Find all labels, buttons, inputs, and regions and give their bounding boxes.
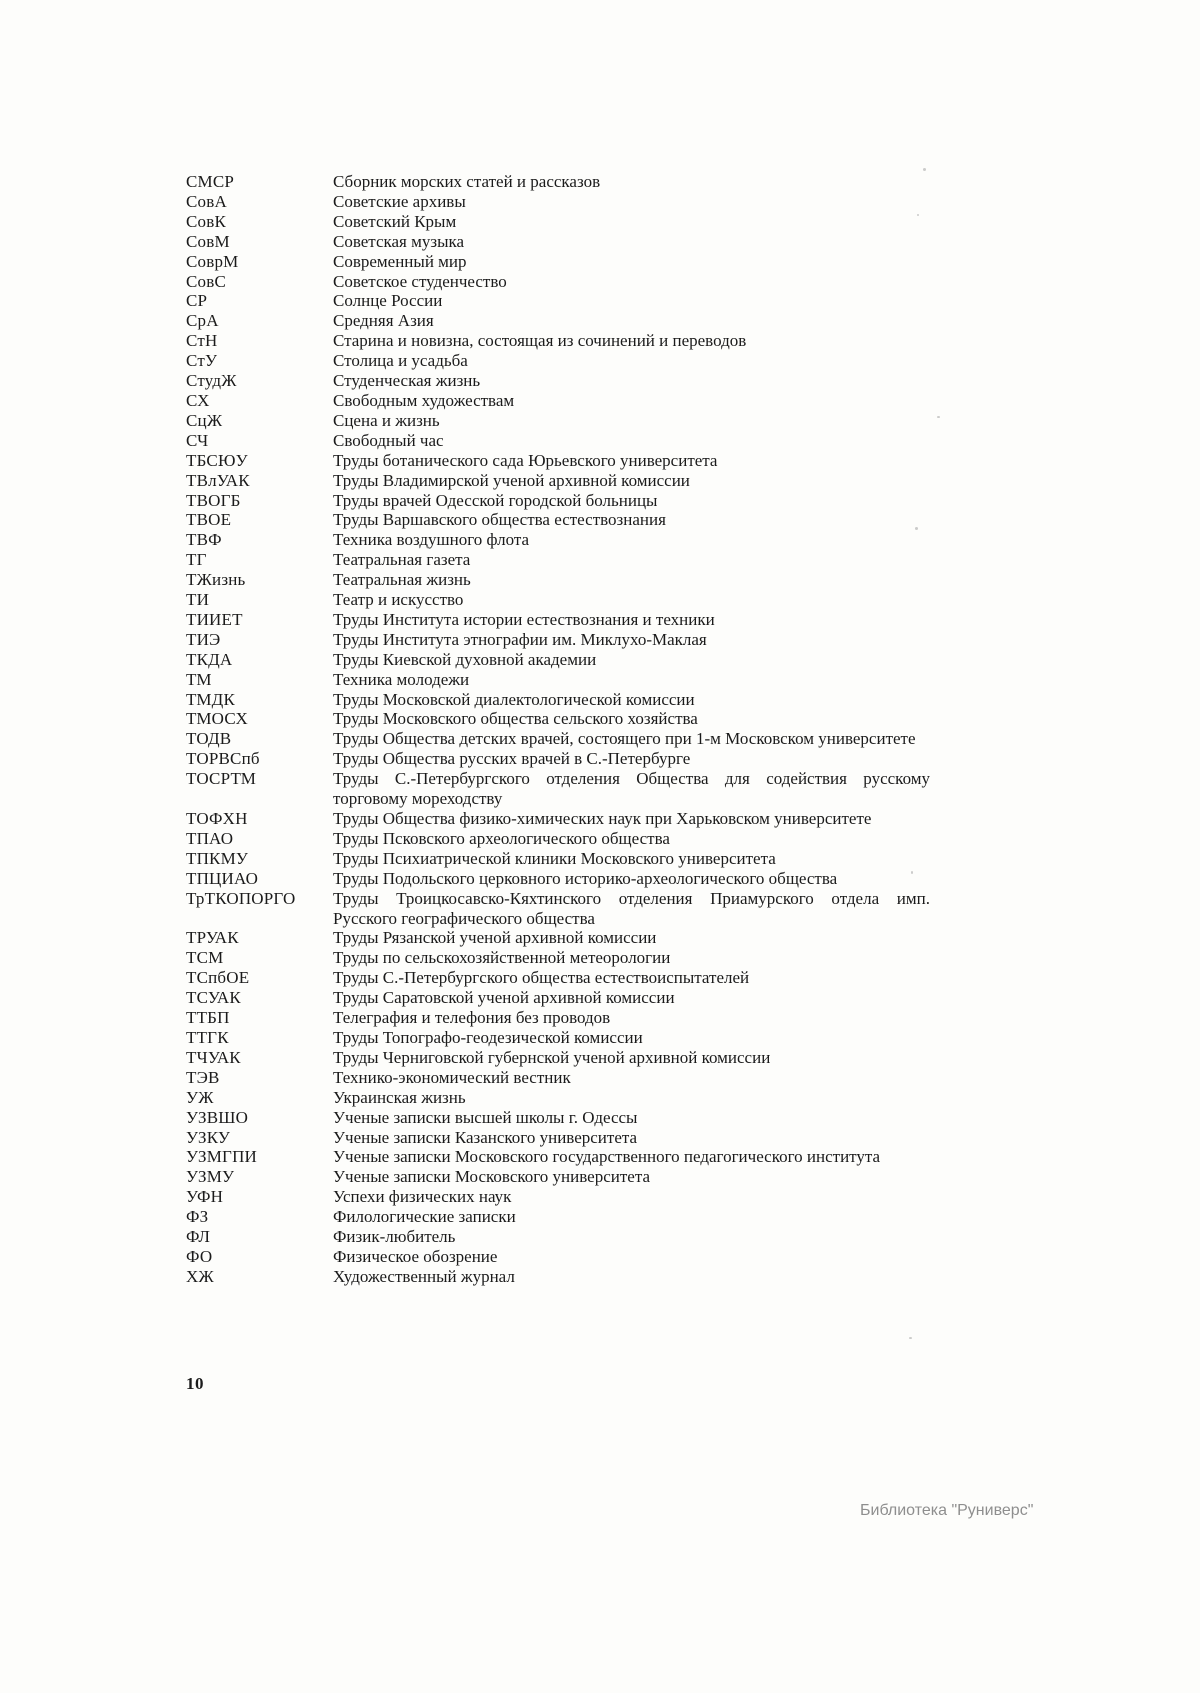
abbreviation: ТПЦИАО <box>186 868 259 888</box>
expansion: Труды Общества физико-химических наук при Харьковском университете <box>333 809 872 828</box>
abbreviation-row <box>186 431 930 451</box>
abbreviation-row <box>186 272 930 292</box>
expansion: Украинская жизнь <box>333 1087 466 1107</box>
abbreviation-row <box>186 471 930 491</box>
abbreviation-row <box>186 948 930 968</box>
expansion: Успехи физических наук <box>333 1187 512 1207</box>
scan-speck <box>923 168 926 171</box>
abbreviation-row <box>186 988 930 1008</box>
expansion: Средняя Азия <box>333 311 434 331</box>
expansion: Труды Института этнографии им. Миклухо-Маклая <box>333 629 707 649</box>
expansion: Труды Черниговской губернской ученой архивной комиссии <box>333 1047 771 1067</box>
abbreviation: ТЭВ <box>186 1067 220 1087</box>
abbreviation-row <box>186 351 930 371</box>
expansion: Солнце России <box>333 291 443 311</box>
abbreviation-row <box>186 391 930 411</box>
scan-speck <box>911 871 913 874</box>
abbreviation-row <box>186 1247 930 1267</box>
abbreviation-row <box>186 809 930 829</box>
abbreviation: ТТБП <box>186 1008 230 1028</box>
abbreviation: УЗКУ <box>186 1127 231 1147</box>
abbreviation: ТКДА <box>186 649 233 669</box>
abbreviation: ТСМ <box>186 948 224 968</box>
abbreviation-row <box>186 849 930 869</box>
expansion: Физическое обозрение <box>333 1246 498 1266</box>
abbreviation: СтН <box>186 331 218 351</box>
abbreviation-row <box>186 670 930 690</box>
abbreviation: ТИИЕТ <box>186 609 243 629</box>
abbreviation: СрА <box>186 311 219 331</box>
abbreviation: СЧ <box>186 430 209 450</box>
expansion: Физик-любитель <box>333 1227 456 1247</box>
abbreviation: ТЖизнь <box>186 570 246 590</box>
scan-speck <box>917 214 919 216</box>
expansion: Сцена и жизнь <box>333 410 440 430</box>
abbreviation: ТОРВСпб <box>186 749 260 769</box>
abbreviation: ТСУАК <box>186 988 241 1008</box>
expansion: Технико-экономический вестник <box>333 1067 571 1087</box>
abbreviation-row <box>186 1207 930 1227</box>
abbreviation: ФЛ <box>186 1227 211 1247</box>
expansion: Свободным художествам <box>333 390 515 410</box>
expansion: Телеграфия и телефония без проводов <box>333 1008 611 1028</box>
abbreviation-row <box>186 650 930 670</box>
expansion: Труды Общества детских врачей, состоящего при 1-м Московском университете <box>333 729 916 749</box>
expansion: Театральная жизнь <box>333 570 471 590</box>
expansion: Труды С.-Петербургского отделения Общества для содействия русскому торговому мореходству <box>333 769 930 809</box>
abbreviation-row <box>186 311 930 331</box>
abbreviation-row <box>186 1167 930 1187</box>
expansion: Труды Московского общества сельского хозяйства <box>333 709 698 729</box>
abbreviation-row <box>186 968 930 988</box>
expansion: Труды Псковского археологического общества <box>333 828 670 848</box>
abbreviation-list <box>186 172 930 1287</box>
expansion: Труды С.-Петербургского общества естествоиспытателей <box>333 968 750 988</box>
abbreviation: ТВФ <box>186 530 222 550</box>
scan-speck <box>915 527 918 530</box>
abbreviation-row <box>186 1128 930 1148</box>
abbreviation: СтудЖ <box>186 371 237 391</box>
scan-speck <box>937 416 940 418</box>
abbreviation: ФО <box>186 1246 213 1266</box>
scan-speck <box>909 1337 912 1339</box>
abbreviation: ТПАО <box>186 828 234 848</box>
expansion: Труды Троицкосавско-Кяхтинского отделения Приамурского отдела имп. Русского географического общества <box>333 888 930 928</box>
expansion: Труды Подольского церковного историко-археологического общества <box>333 868 838 888</box>
abbreviation: ТОСРТМ <box>186 769 257 789</box>
expansion: Театральная газета <box>333 550 471 570</box>
abbreviation-row <box>186 172 930 192</box>
abbreviation: СХ <box>186 390 210 410</box>
abbreviation: ТПКМУ <box>186 848 249 868</box>
abbreviation-row <box>186 1187 930 1207</box>
abbreviation: ТМДК <box>186 689 236 709</box>
abbreviation-row <box>186 630 930 650</box>
abbreviation-row <box>186 491 930 511</box>
abbreviation: СовС <box>186 271 227 291</box>
abbreviation: ТГ <box>186 550 207 570</box>
expansion: Труды Института истории естествознания и техники <box>333 609 715 629</box>
expansion: Сборник морских статей и рассказов <box>333 172 601 191</box>
abbreviation: ТрТКОПОРГО <box>186 888 296 908</box>
abbreviation: ТИЭ <box>186 629 221 649</box>
abbreviation-row <box>186 212 930 232</box>
abbreviation-row <box>186 331 930 351</box>
abbreviation-row <box>186 570 930 590</box>
abbreviation: УЗВШО <box>186 1107 249 1127</box>
abbreviation-row <box>186 411 930 431</box>
abbreviation-row <box>186 510 930 530</box>
abbreviation-row <box>186 1048 930 1068</box>
abbreviation: УЖ <box>186 1087 214 1107</box>
expansion: Ученые записки высшей школы г. Одессы <box>333 1107 638 1127</box>
library-watermark: Библиотека "Руниверс" <box>860 1502 1034 1519</box>
abbreviation-row <box>186 550 930 570</box>
abbreviation-row <box>186 1088 930 1108</box>
page-number: 10 <box>186 1374 204 1393</box>
abbreviation: СтУ <box>186 351 218 371</box>
expansion: Советские архивы <box>333 191 466 211</box>
abbreviation: ТОФХН <box>186 809 248 828</box>
abbreviation: СР <box>186 291 208 311</box>
abbreviation: ТОДВ <box>186 729 232 749</box>
expansion: Свободный час <box>333 430 444 450</box>
expansion: Студенческая жизнь <box>333 371 481 391</box>
abbreviation: ТТГК <box>186 1027 229 1047</box>
expansion: Советская музыка <box>333 231 465 251</box>
expansion: Советский Крым <box>333 211 457 231</box>
abbreviation: ТВОГБ <box>186 490 241 510</box>
abbreviation-row <box>186 889 930 929</box>
abbreviation: ФЗ <box>186 1207 209 1227</box>
expansion: Труды Владимирской ученой архивной комиссии <box>333 470 690 490</box>
abbreviation-row <box>186 1227 930 1247</box>
abbreviation-row <box>186 590 930 610</box>
abbreviation-row <box>186 252 930 272</box>
expansion: Ученые записки Московского государственного педагогического института <box>333 1147 881 1167</box>
abbreviation-row <box>186 530 930 550</box>
expansion: Советское студенчество <box>333 271 507 291</box>
abbreviation: СовА <box>186 191 227 211</box>
abbreviation: ТИ <box>186 590 210 610</box>
abbreviation-row <box>186 371 930 391</box>
abbreviation-row <box>186 1267 930 1287</box>
abbreviation: ТМОСХ <box>186 709 248 729</box>
expansion: Труды по сельскохозяйственной метеорологии <box>333 948 671 968</box>
expansion: Филологические записки <box>333 1207 516 1227</box>
expansion: Труды Топографо-геодезической комиссии <box>333 1027 643 1047</box>
expansion: Техника воздушного флота <box>333 530 530 550</box>
expansion: Труды ботанического сада Юрьевского университета <box>333 450 718 470</box>
abbreviation-row <box>186 1147 930 1167</box>
expansion: Ученые записки Московского университета <box>333 1167 651 1187</box>
abbreviation-row <box>186 610 930 630</box>
abbreviation: СовК <box>186 211 227 231</box>
abbreviation: ТЧУАК <box>186 1047 241 1067</box>
abbreviation: УЗМГПИ <box>186 1147 258 1167</box>
abbreviation: СовМ <box>186 231 230 251</box>
expansion: Труды Киевской духовной академии <box>333 649 597 669</box>
expansion: Ученые записки Казанского университета <box>333 1127 638 1147</box>
expansion: Труды Варшавского общества естествознания <box>333 510 666 530</box>
abbreviation-row <box>186 928 930 948</box>
abbreviation: ХЖ <box>186 1266 214 1286</box>
expansion: Старина и новизна, состоящая из сочинений и переводов <box>333 331 747 351</box>
expansion: Современный мир <box>333 251 467 271</box>
abbreviation-row <box>186 709 930 729</box>
abbreviation: ТБСЮУ <box>186 450 248 470</box>
abbreviation-row <box>186 1068 930 1088</box>
expansion: Труды Психиатрической клиники Московского университета <box>333 848 776 868</box>
abbreviation-row <box>186 1028 930 1048</box>
abbreviation-row <box>186 291 930 311</box>
abbreviation-row <box>186 192 930 212</box>
abbreviation: УЗМУ <box>186 1167 235 1187</box>
abbreviation-row <box>186 769 930 809</box>
abbreviation-row <box>186 451 930 471</box>
abbreviation-row <box>186 690 930 710</box>
expansion: Столица и усадьба <box>333 351 468 371</box>
expansion: Труды врачей Одесской городской больницы <box>333 490 658 510</box>
abbreviation-row <box>186 729 930 749</box>
expansion: Театр и искусство <box>333 590 464 610</box>
expansion: Художественный журнал <box>333 1266 515 1286</box>
abbreviation: ТСпбОЕ <box>186 968 250 988</box>
abbreviation: ТМ <box>186 669 212 689</box>
abbreviation: ТВлУАК <box>186 470 250 490</box>
abbreviation-row <box>186 829 930 849</box>
expansion: Труды Рязанской ученой архивной комиссии <box>333 928 657 948</box>
abbreviation-row <box>186 1008 930 1028</box>
abbreviation: СцЖ <box>186 410 223 430</box>
expansion: Труды Саратовской ученой архивной комиссии <box>333 988 675 1008</box>
abbreviation: СМСР <box>186 172 235 191</box>
abbreviation-row <box>186 869 930 889</box>
abbreviation-row <box>186 1108 930 1128</box>
abbreviation: ТВОЕ <box>186 510 232 530</box>
abbreviation-row <box>186 232 930 252</box>
expansion: Техника молодежи <box>333 669 470 689</box>
expansion: Труды Общества русских врачей в С.-Петербурге <box>333 749 691 769</box>
expansion: Труды Московской диалектологической комиссии <box>333 689 695 709</box>
abbreviation: ТРУАК <box>186 928 239 948</box>
abbreviation-row <box>186 749 930 769</box>
abbreviation: УФН <box>186 1187 224 1207</box>
abbreviation: СоврМ <box>186 251 239 271</box>
